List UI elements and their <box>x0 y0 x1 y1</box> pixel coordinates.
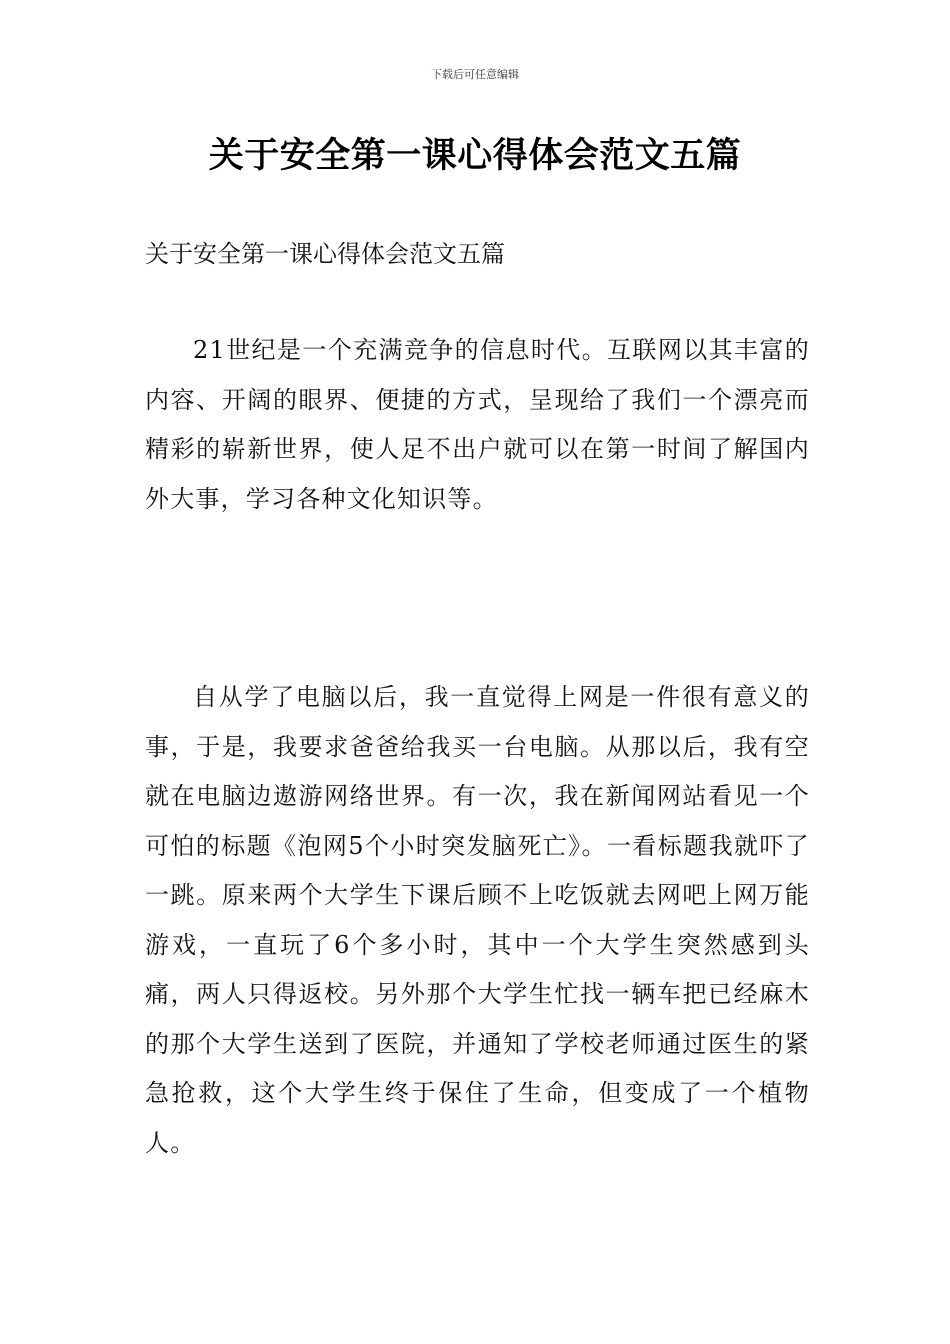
header-note: 下载后可任意编辑 <box>431 68 519 81</box>
paragraph-1: 21世纪是一个充满竞争的信息时代。互联网以其丰富的内容、开阔的眼界、便捷的方式，呈现给了我们一个漂亮而精彩的崭新世界，使人足不出户就可以在第一时间了解国内外大事，学习各种文化知识等。 <box>145 336 810 513</box>
document-subtitle: 关于安全第一课心得体会范文五篇 <box>145 240 505 268</box>
document-title: 关于安全第一课心得体会范文五篇 <box>208 135 742 176</box>
paragraph-2: 自从学了电脑以后，我一直觉得上网是一件很有意义的事，于是，我要求爸爸给我买一台电脑。从那以后，我有空就在电脑边遨游网络世界。有一次，我在新闻网站看见一个可怕的标题《泡网5个小时突发脑死亡》。一看标题我就吓了一跳。原来两个大学生下课后顾不上吃饭就去网吧上网万能游戏，一直玩了6个多小时，其中一个大学生突然感到头痛，两人只得返校。另外那个大学生忙找一辆车把已经麻木的那个大学生送到了医院，并通知了学校老师通过医生的紧急抢救，这个大学生终于保住了生命，但变成了一个植物人。 <box>145 683 810 1157</box>
